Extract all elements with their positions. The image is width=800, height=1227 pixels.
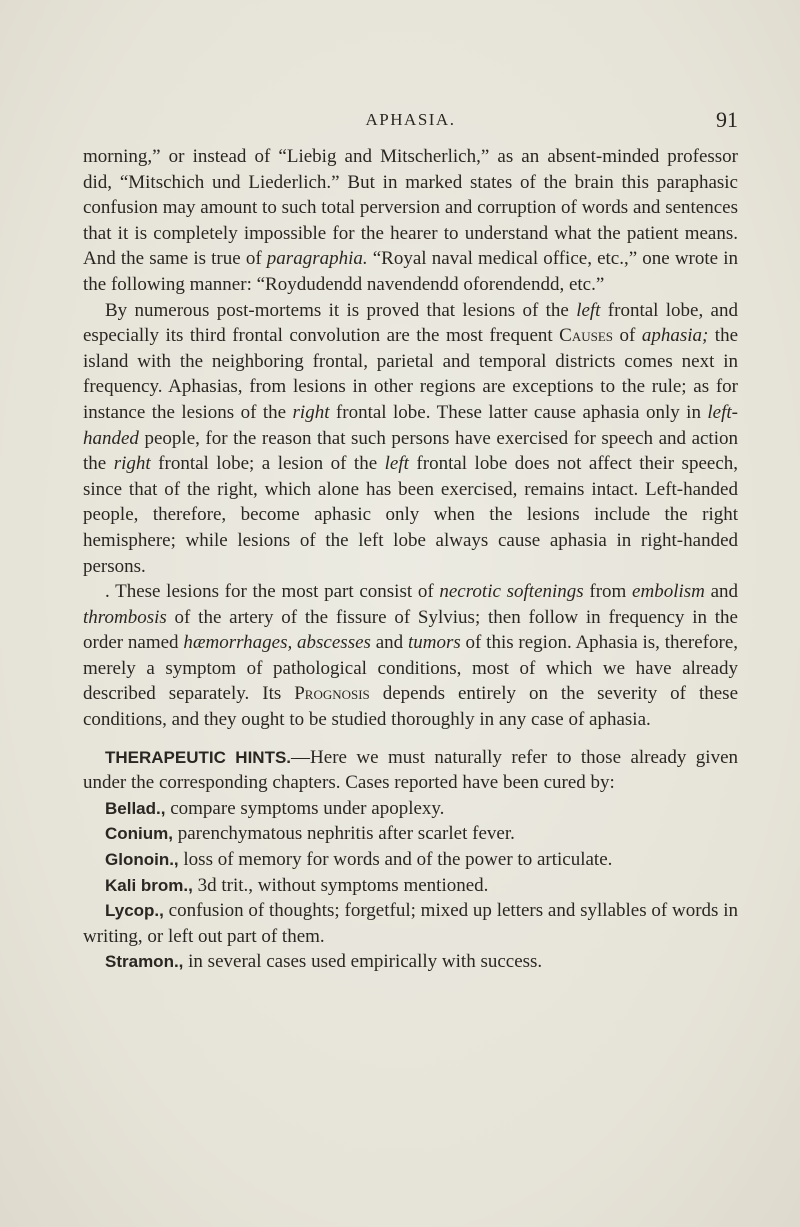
remedy-name: Kali brom., [105, 875, 193, 895]
remedy-name: Stramon., [105, 952, 184, 972]
remedy-item: Stramon., in several cases used empirically with success. [105, 951, 543, 973]
paragraph-lesions: . These lesions for the most part consist of necrotic softenings from embolism and thrombosis of the artery of the fissure of Sylvius; then follow in frequency in the order named hæmorrhages, abscesses and tumors of this region. Aphasia is, therefore, merely a symptom of pathological conditions, most of which we have already described separately. Its Prognosis depends entirely on the severity of these conditions, and they ought to be studied thoroughly in any case of aphasia. [83, 581, 739, 731]
causes-term: Causes [559, 325, 614, 347]
remedy-item: Conium, parenchymatous nephritis after scarlet fever. [105, 823, 515, 845]
paragraph-paraphasia: morning,” or instead of “Liebig and Mitscherlich,” as an absent-minded professor did, “Mitschich und Liederlich.” But in marked states of the brain this paraphasic confusion may amount to such total perversion and corruption of words and sentences that it is completely impossible for the hearer to understand what the patient means. And the same is true of paragraphia. “Royal naval medical office, etc.,” one wrote in the following manner: “Roydudendd navendendd oforendendd, etc.” [83, 146, 739, 295]
prognosis-term: Prognosis [294, 683, 370, 705]
remedy-name: Lycop., [105, 901, 164, 921]
remedy-item: Kali brom., 3d trit., without symptoms mentioned. [105, 874, 489, 896]
page-number: 91 [716, 107, 738, 132]
remedy-name: Glonoin., [105, 850, 179, 870]
running-title: APHASIA. [365, 110, 456, 129]
body-text [83, 144, 738, 975]
paragraph-therapeutic-hints: THERAPEUTIC HINTS.—Here we must naturally refer to those already given under the corresponding chapters. Cases reported have been cured by: [83, 746, 739, 794]
remedy-list [83, 796, 738, 975]
remedy-item: Glonoin., loss of memory for words and of the power to articulate. [105, 849, 613, 871]
remedy-item: Lycop., confusion of thoughts; forgetful; mixed up letters and syllables of words in writing, or left out part of them. [83, 900, 738, 947]
remedy-name: Bellad., [105, 798, 166, 818]
remedy-item: Bellad., compare symptoms under apoplexy. [105, 797, 445, 819]
page-header [83, 107, 738, 134]
paragraph-causes: By numerous post-mortems it is proved that lesions of the left frontal lobe, and especially its third frontal convolution are the most frequent Causes of aphasia; the island with the neighboring frontal, parietal and temporal districts comes next in frequency. Aphasias, from lesions in other regions are exceptions to the rule; as for instance the lesions of the right frontal lobe. These latter cause aphasia only in left-handed people, for the reason that such persons have exercised for speech and action the right frontal lobe; a lesion of the left frontal lobe does not affect their speech, since that of the right, which alone has been exercised, remains intact. Left-handed people, therefore, become aphasic only when the lesions include the right hemisphere; while lesions of the left lobe always cause aphasia in right-handed persons. [83, 299, 739, 577]
remedy-name: Conium, [105, 824, 173, 844]
therapeutic-hints-heading: THERAPEUTIC HINTS. [105, 747, 292, 767]
